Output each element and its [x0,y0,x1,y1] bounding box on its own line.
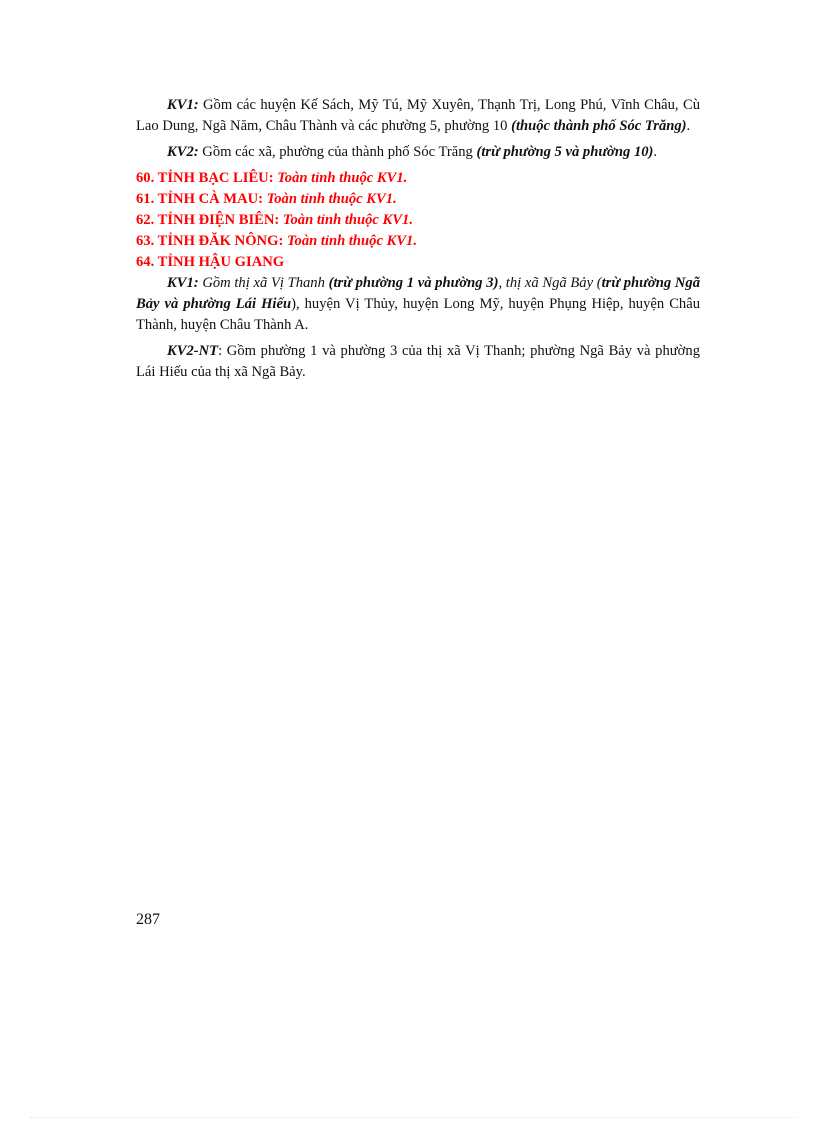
zone-label: KV2-NT [167,343,219,359]
heading-prefix: 64. TỈNH HẬU GIANG [136,254,285,270]
paragraph-text: ), huyện Vị Thủy, huyện Long Mỹ, huyện Phụng Hiệp, huyện Châu Thành, huyện Châu Thành A. [136,296,700,333]
heading-dien-bien [136,210,700,231]
heading-prefix: 62. TỈNH ĐIỆN BIÊN: [136,212,283,228]
heading-dak-nong [136,231,700,252]
zone-label: KV1: [167,97,199,113]
heading-note: Toàn tỉnh thuộc KV1. [277,170,408,186]
paragraph-emphasis: (trừ phường 1 và phường 3) [328,275,499,291]
paragraph-end: . [653,144,658,160]
paragraph-kv2-soc-trang [136,142,700,163]
page-number: 287 [136,911,160,928]
heading-bac-lieu [136,168,700,189]
paragraph-emphasis: (thuộc thành phố Sóc Trăng) [511,118,687,134]
paragraph-emphasis: (trừ phường 5 và phường 10) [476,144,654,160]
page-bottom-rule [30,1117,796,1118]
zone-label: KV2: [167,144,199,160]
zone-label: KV1: [167,275,199,291]
heading-note: Toàn tỉnh thuộc KV1. [282,212,413,228]
paragraph-text: Gồm thị xã Vị Thanh [198,275,329,291]
heading-prefix: 63. TỈNH ĐĂK NÔNG: [136,233,287,249]
document-body [136,95,700,388]
paragraph-text: Gồm các huyện Kế Sách, Mỹ Tú, Mỹ Xuyên, Thạnh Trị, Long Phú, Vĩnh Châu, Cù Lao Dung, Ngã Năm, Châu Thành và các phường 5, phường 10 [136,97,700,134]
paragraph-text: , thị xã Ngã Bảy ( [498,275,602,291]
heading-ca-mau [136,189,700,210]
heading-note: Toàn tỉnh thuộc KV1. [266,191,397,207]
paragraph-kv2nt-hau-giang [136,341,700,383]
heading-prefix: 60. TỈNH BẠC LIÊU: [136,170,278,186]
heading-hau-giang [136,252,700,273]
paragraph-text: : Gồm phường 1 và phường 3 của thị xã Vị Thanh; phường Ngã Bảy và phường Lái Hiếu của thị xã Ngã Bảy. [136,343,700,380]
heading-prefix: 61. TỈNH CÀ MAU: [136,191,267,207]
paragraph-emphasis: trừ phường Ngã Bảy và phường Lái Hiếu [136,275,700,312]
paragraph-kv1-soc-trang [136,95,700,137]
paragraph-kv1-hau-giang [136,273,700,336]
heading-note: Toàn tỉnh thuộc KV1. [286,233,417,249]
paragraph-text: Gồm các xã, phường của thành phố Sóc Trăng [198,144,477,160]
paragraph-end: . [686,118,691,134]
